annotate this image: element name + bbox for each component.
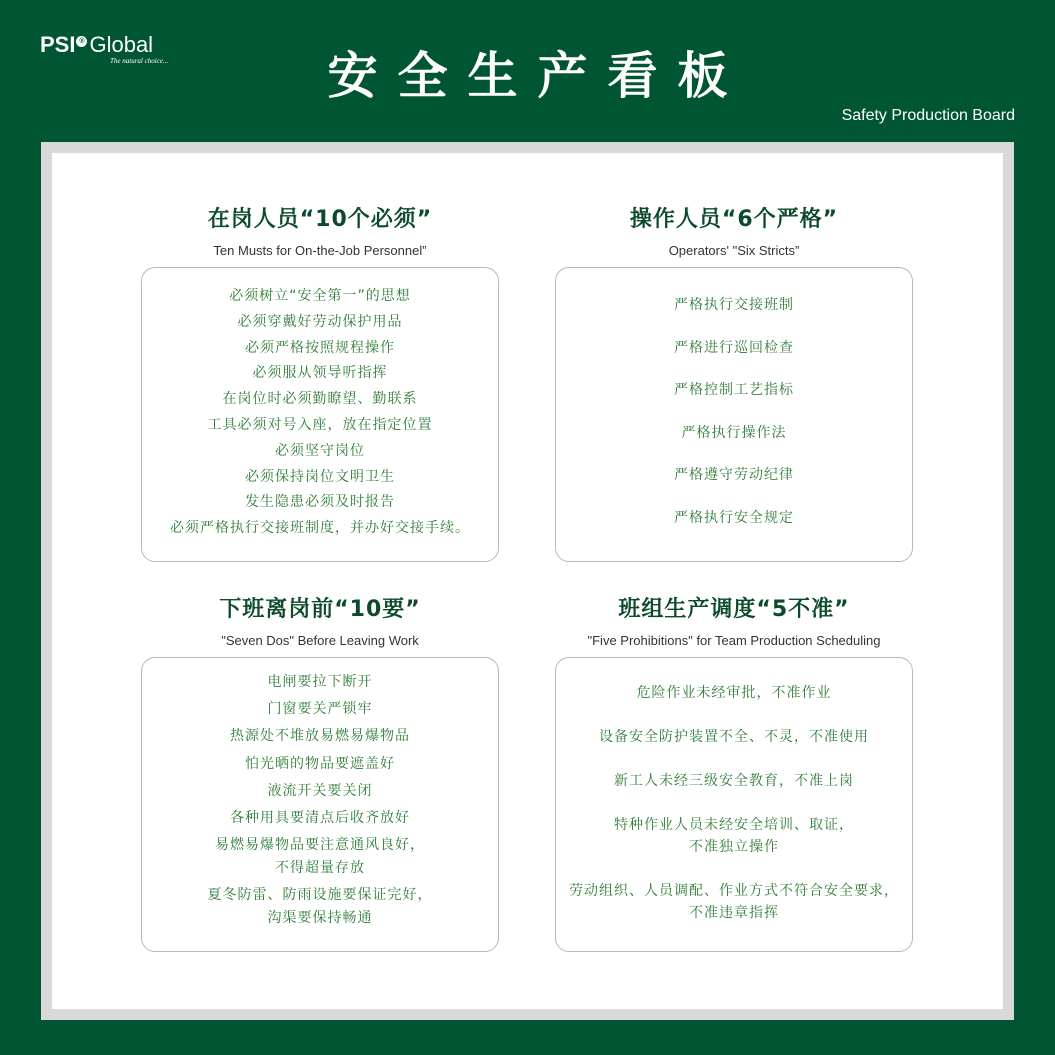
rule-item: 必须服从领导听指挥 [252,365,388,382]
rules-box [141,657,499,952]
logo-tagline: The natural choice... [110,57,169,65]
rule-item: 严格遵守劳动纪律 [674,467,794,484]
section-subtitle: Ten Musts for On-the-Job Personnel” [213,243,427,258]
rule-item: 必须树立“安全第一”的思想 [229,288,411,304]
rule-item: 严格控制工艺指标 [674,382,794,399]
rule-item: 必须保持岗位文明卫生 [245,468,395,485]
rule-item: 在岗位时必须勤瞭望、勤联系 [222,391,418,408]
logo-mark-icon: ® [76,36,87,47]
rules-box [555,657,913,952]
rule-item: 门窗要关严锁牢 [267,701,373,718]
rule-item: 必须严格执行交接班制度，并办好交接手续。 [170,520,470,537]
section-title: 在岗人员“10个必须” [207,207,433,232]
rule-item: 必须严格按照规程操作 [245,339,395,356]
rule-item: 设备安全防护装置不全、不灵，不准使用 [599,729,869,745]
rule-item: 劳动组织、人员调配、作业方式不符合安全要求， 不准违章指挥 [569,883,899,921]
page-subtitle: Safety Production Board [841,107,1015,124]
rule-item: 必须穿戴好劳动保护用品 [237,313,403,330]
rule-item: 各种用具要清点后收齐放好 [230,809,410,826]
logo-word: Global [89,32,154,57]
rule-item: 液流开关要关闭 [267,782,373,799]
section-subtitle: "Seven Dos" Before Leaving Work [221,633,419,648]
rule-item: 夏冬防雷、防雨设施要保证完好， 沟渠要保持畅通 [207,887,433,927]
rule-item: 严格执行操作法 [681,424,787,441]
rule-item: 怕光晒的物品要遮盖好 [245,755,395,772]
page-title: 安全生产看板 [327,47,748,105]
rule-item: 特种作业人员未经安全培训、取证， 不准独立操作 [614,817,854,855]
rule-item: 电闸要拉下断开 [267,674,373,690]
rule-item: 严格执行安全规定 [674,509,794,526]
logo-brand: PSI [40,32,76,57]
rule-item: 工具必须对号入座，放在指定位置 [207,416,433,433]
section-title: 下班离岗前“10要” [219,597,421,622]
rule-item: 危险作业未经审批，不准作业 [636,685,832,701]
rules-box [555,267,913,562]
section-subtitle: Operators' "Six Stricts” [668,243,800,258]
section-title: 班组生产调度“5不准” [618,597,850,622]
rules-box [141,267,499,562]
rule-item: 严格执行交接班制 [674,297,794,313]
rule-item: 新工人未经三级安全教育，不准上岗 [614,773,854,789]
rule-item: 易燃易爆物品要注意通风良好， 不得超量存放 [215,837,425,877]
rule-item: 热源处不堆放易燃易爆物品 [230,728,410,745]
rule-item: 严格进行巡回检查 [674,339,794,356]
rule-item: 必须坚守岗位 [275,442,365,459]
rule-item: 发生隐患必须及时报告 [245,494,395,511]
section-subtitle: "Five Prohibitions" for Team Production Scheduling [587,633,881,648]
section-title: 操作人员“6个严格” [629,207,839,232]
